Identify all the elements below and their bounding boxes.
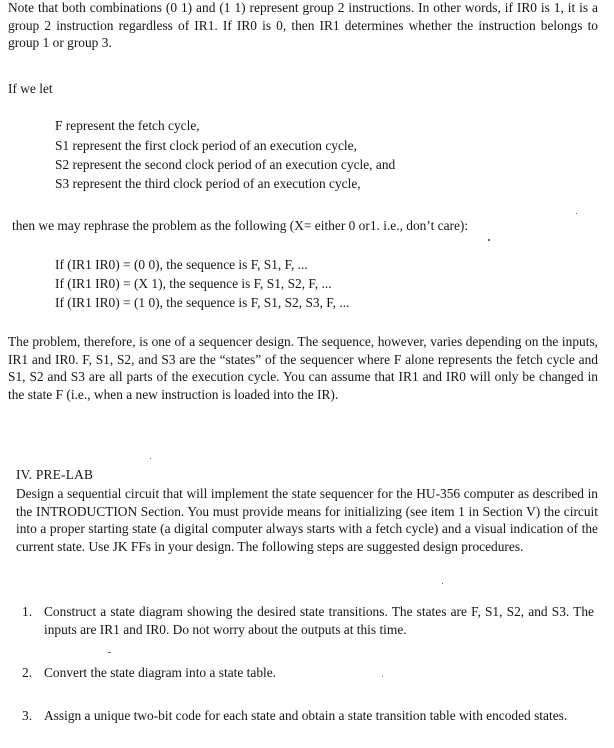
rephrase-text: then we may rephrase the problem as the following (X= either 0 or1. i.e., don’t care):	[12, 218, 469, 233]
step-1-number: 1.	[22, 604, 33, 619]
sequence-10: If (IR1 IR0) = (1 0), the sequence is F, S1, S2, S3, F, ...	[55, 295, 350, 310]
scan-speck	[488, 239, 490, 241]
step-3-number: 3.	[22, 708, 33, 723]
definition-s1: S1 represent the first clock period of an execution cycle,	[55, 138, 357, 153]
sequence-00: If (IR1 IR0) = (0 0), the sequence is F, S1, F, ...	[55, 257, 308, 272]
definition-fetch: F represent the fetch cycle,	[55, 118, 200, 133]
if-we-let-text: If we let	[8, 81, 53, 96]
scan-speck	[382, 676, 383, 677]
section-heading: IV. PRE-LAB	[16, 467, 94, 482]
intro-paragraph: Note that both combinations (0 1) and (1 1) represent group 2 instructions. In other words, if IR0 is 1, it is a group 2 instruction regardless of IR1. If IR0 is 0, then IR1 determines whether the instruction belongs to group 1 or group 3.	[8, 0, 598, 50]
definition-s3: S3 represent the third clock period of an execution cycle,	[55, 176, 361, 191]
problem-paragraph: The problem, therefore, is one of a sequencer design. The sequence, however, varies depending on the inputs, IR1 and IR0. F, S1, S2, and S3 are the “states” of the sequencer where F alone represents the fetch cycle and S1, S2 and S3 are all parts of the execution cycle. You can assume that IR1 and IR0 will only be changed in the state F (i.e., when a new instruction is loaded into the IR).	[8, 334, 598, 402]
scan-speck	[108, 652, 111, 653]
scan-speck	[442, 583, 443, 584]
step-1-text: Construct a state diagram showing the desired state transitions. The states are F, S1, S2, and S3. The inputs are IR1 and IR0. Do not worry about the outputs at this time.	[44, 604, 594, 637]
step-2-text: Convert the state diagram into a state table.	[44, 665, 277, 680]
scan-speck	[150, 458, 151, 459]
sequence-x1: If (IR1 IR0) = (X 1), the sequence is F, S1, S2, F, ...	[55, 276, 332, 291]
prelab-paragraph: Design a sequential circuit that will implement the state sequencer for the HU-356 computer as described in the INTRODUCTION Section. You must provide means for initializing (see item 1 in Section V) the circuit into a proper starting state (a digital computer always starts with a fetch cycle) and a visual indication of the current state. Use JK FFs in your design. The following steps are suggested design procedures.	[16, 486, 598, 554]
step-3-text: Assign a unique two-bit code for each state and obtain a state transition table with encoded states.	[44, 708, 568, 723]
definition-s2: S2 represent the second clock period of an execution cycle, and	[55, 157, 396, 172]
scan-speck	[576, 213, 577, 214]
step-2-number: 2.	[22, 665, 33, 680]
